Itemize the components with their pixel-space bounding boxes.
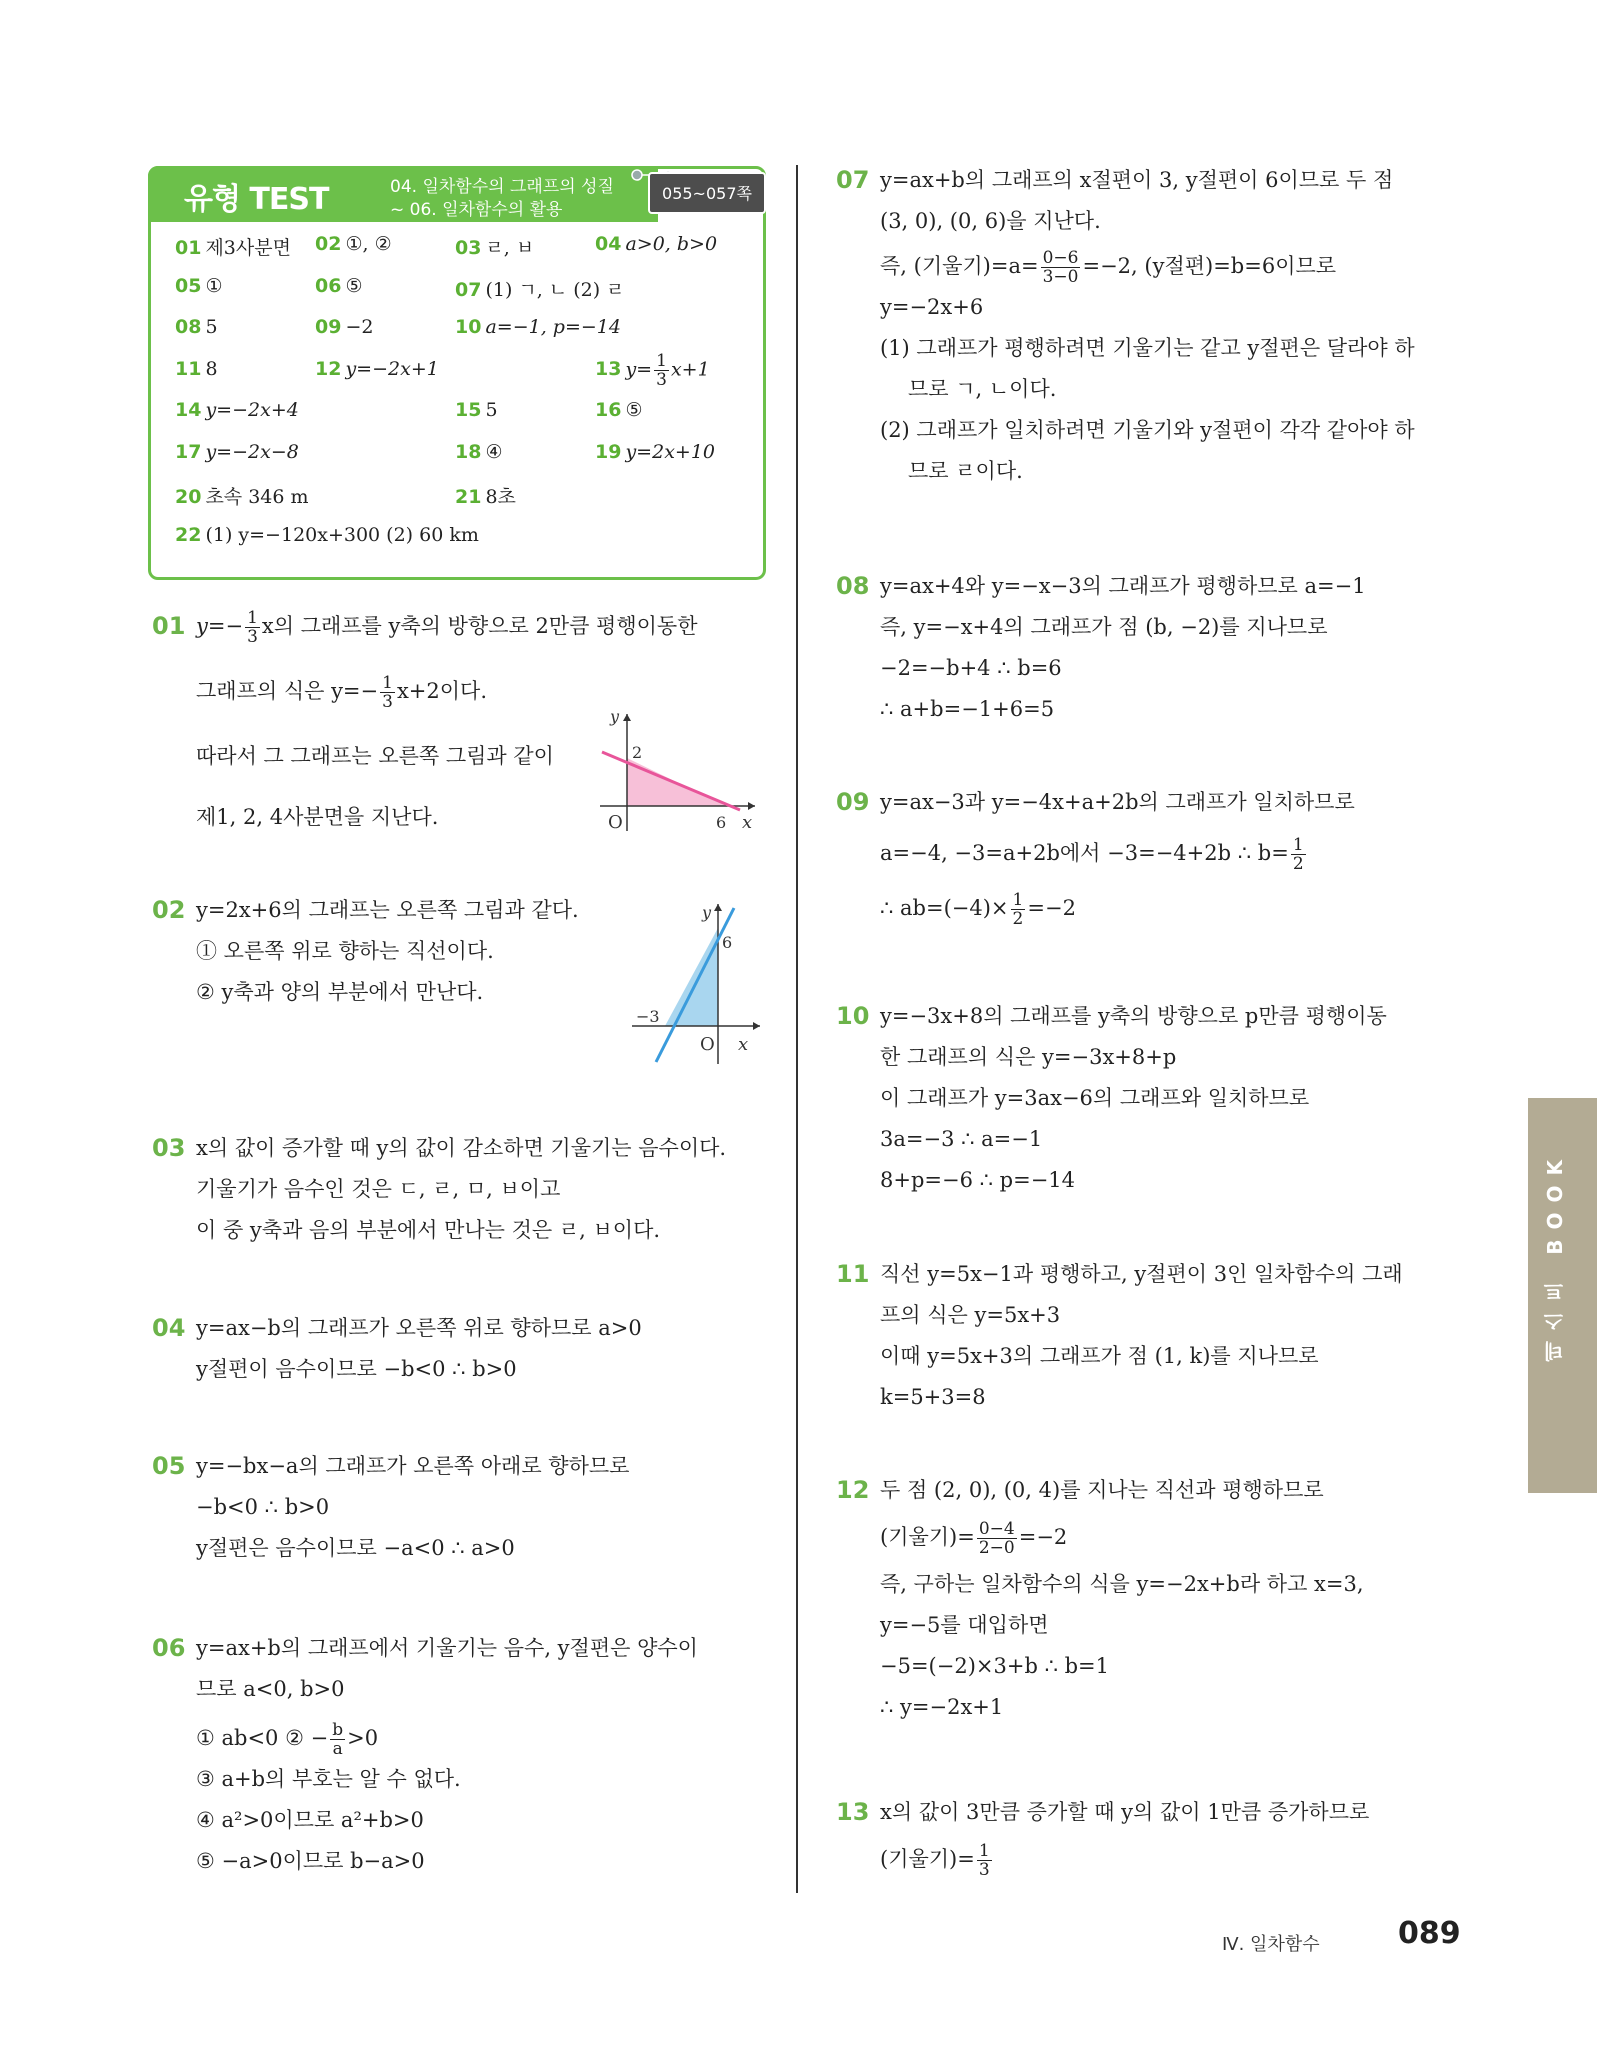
answer-item: 18 ④ [455,440,503,463]
answer-item: 14 y=−2x+4 [175,399,299,421]
solution-03: 03 x의 값이 증가할 때 y의 값이 감소하면 기울기는 음수이다. 기울기가 음수인 것은 ㄷ, ㄹ, ㅁ, ㅂ이고 이 중 y축과 음의 부분에서 만나는 것은 ㄹ, ㅂ이다. [152,1134,727,1242]
answer-grid [175,233,755,565]
answer-item: 03 ㄹ, ㅂ [455,237,535,259]
graph-02 [630,898,765,1068]
answer-row [175,441,755,483]
solution-12: 12 두 점 (2, 0), (0, 4)를 지나는 직선과 평행하므로 (기울기)= $\frac{0-4}{2-0}$ =−2 즉, 구하는 일차함수의 식을 y=−2x+b라 하고 x=3, y=−5를 대입하면 −5=(−2)×3+b ∴ b=1 ∴ y=−2x+1 [836,1476,1364,1719]
answer-item: 19 y=2x+10 [595,440,716,463]
answer-item: 21 8초 [455,486,516,508]
page-number: 089 [1398,1916,1461,1951]
graph-02-line [656,908,734,1062]
graph-02-area [665,928,718,1026]
answer-row [175,482,755,524]
graph-02-x-label: x [738,1034,749,1055]
solution-11: 11 직선 y=5x−1과 평행하고, y절편이 3인 일차함수의 그래 프의 식은 y=5x+3 이때 y=5x+3의 그래프가 점 (1, k)를 지나므로 k=5+3=8 [836,1260,1403,1409]
answer-item: 15 5 [455,399,498,421]
answer-item: 12 y=−2x+1 [315,357,439,380]
solution-01: 01 y=− $\frac{1}{3}$ x의 그래프를 y축의 방향으로 2만큼 평행이동한 그래프의 식은 y=− $\frac{1}{3}$ x+2이다. 따라서 그 그래프는 오른쪽 그림과 같이 제1, 2, 4사분면을 지난다. [152,608,698,829]
solution-07: 07 y=ax+b의 그래프의 x절편이 3, y절편이 6이므로 두 점 (3, 0), (0, 6)을 지난다. 즉, (기울기)=a= $\frac{0-6}{3-0}$ =−2, (y절편)=b=6이므로 y=−2x+6 (1) 그래프가 평행하려면 기울기는 같고 y절편은 달라야 하 므로 ㄱ, ㄴ이다. (2) 그래프가 일치하려면 기울기와 y절편이 각각 같아야 하 므로 ㄹ이다. [836,166,1415,483]
solution-08: 08 y=ax+4와 y=−x−3의 그래프가 평행하므로 a=−1 즉, y=−x+4의 그래프가 점 (b, −2)를 지나므로 −2=−b+4 ∴ b=6 ∴ a+b=−1+6=5 [836,572,1366,721]
graph-01-x-label: x [742,812,753,833]
box-title: 유형 TEST [184,182,329,217]
answer-row [175,275,755,317]
footer-chapter: Ⅳ. 일차함수 [1222,1934,1320,1955]
answer-item: 20 초속 346 m [175,486,309,508]
answer-item: 08 5 [175,316,218,338]
solution-02: 02 y=2x+6의 그래프는 오른쪽 그림과 같다. ① 오른쪽 위로 향하는 직선이다. ② y축과 양의 부분에서 만난다. [152,896,579,1004]
graph-02-y-label: y [702,903,712,922]
answer-item: 16 ⑤ [595,399,643,421]
answer-item: 09 −2 [315,316,374,338]
answer-item: 17 y=−2x−8 [175,440,299,463]
graph-01-y-label: y [610,707,620,726]
solution-04: 04 y=ax−b의 그래프가 오른쪽 위로 향하므로 a>0 y절편이 음수이므로 −b<0 ∴ b>0 [152,1314,642,1381]
answer-box [148,166,766,580]
answer-item: 07 (1) ㄱ, ㄴ (2) ㄹ [455,278,625,301]
graph-01 [590,706,765,836]
box-subtitle-2: ~ 06. 일차함수의 활용 [390,200,563,220]
answer-item: 04 a>0, b>0 [595,233,718,255]
column-divider [796,165,798,1893]
graph-02-y-tick: 6 [722,933,733,952]
graph-02-origin: O [700,1034,715,1055]
solution-05: 05 y=−bx−a의 그래프가 오른쪽 아래로 향하므로 −b<0 ∴ b>0 y절편은 음수이므로 −a<0 ∴ a>0 [152,1452,630,1560]
page-range-tag: 055~057쪽 [648,172,766,214]
answer-item: 01 제3사분면 [175,237,291,259]
answer-row [175,399,755,441]
answer-item: 22 (1) y=−120x+300 (2) 60 km [175,523,479,546]
answer-row [175,233,755,275]
box-subtitle-1: 04. 일차함수의 그래프의 성질 [390,177,614,197]
answer-item: 05 ① [175,274,223,297]
answer-item: 11 8 [175,357,218,380]
answer-row [175,524,755,566]
left-column [148,160,768,580]
answer-row [175,350,755,400]
answer-item: 02 ①, ② [315,233,392,255]
side-tab-label: 테스트 BOOK [1543,1150,1567,1362]
answer-item: 10 a=−1, p=−14 [455,316,621,338]
answer-item: 13 y= $\frac{1}{3}$ x+1 [595,350,710,390]
solution-13: 13 x의 값이 3만큼 증가할 때 y의 값이 1만큼 증가하므로 (기울기)= $\frac{1}{3}$ [836,1798,1370,1880]
graph-02-x-tick: −3 [636,1007,660,1026]
answer-item: 06 ⑤ [315,274,363,297]
graph-01-origin: O [608,812,623,833]
solution-09: 09 y=ax−3과 y=−4x+a+2b의 그래프가 일치하므로 a=−4, −3=a+2b에서 −3=−4+2b ∴ b= $\frac{1}{2}$ ∴ ab=(−4)× $\frac{1}{2}$ =−2 [836,788,1355,929]
solution-10: 10 y=−3x+8의 그래프를 y축의 방향으로 p만큼 평행이동 한 그래프의 식은 y=−3x+8+p 이 그래프가 y=3ax−6의 그래프와 일치하므로 3a=−3 ∴ a=−1 8+p=−6 ∴ p=−14 [836,1002,1387,1192]
graph-01-x-tick: 6 [716,813,727,832]
graph-01-y-tick: 2 [632,743,643,762]
solution-06: 06 y=ax+b의 그래프에서 기울기는 음수, y절편은 양수이 므로 a<0, b>0 ① ab<0 ② − $\frac{b}{a}$ >0 ③ a+b의 부호는 알 수 없다. ④ a²>0이므로 a²+b>0 ⑤ −a>0이므로 b−a>0 [152,1634,698,1873]
answer-box-header [148,166,772,222]
